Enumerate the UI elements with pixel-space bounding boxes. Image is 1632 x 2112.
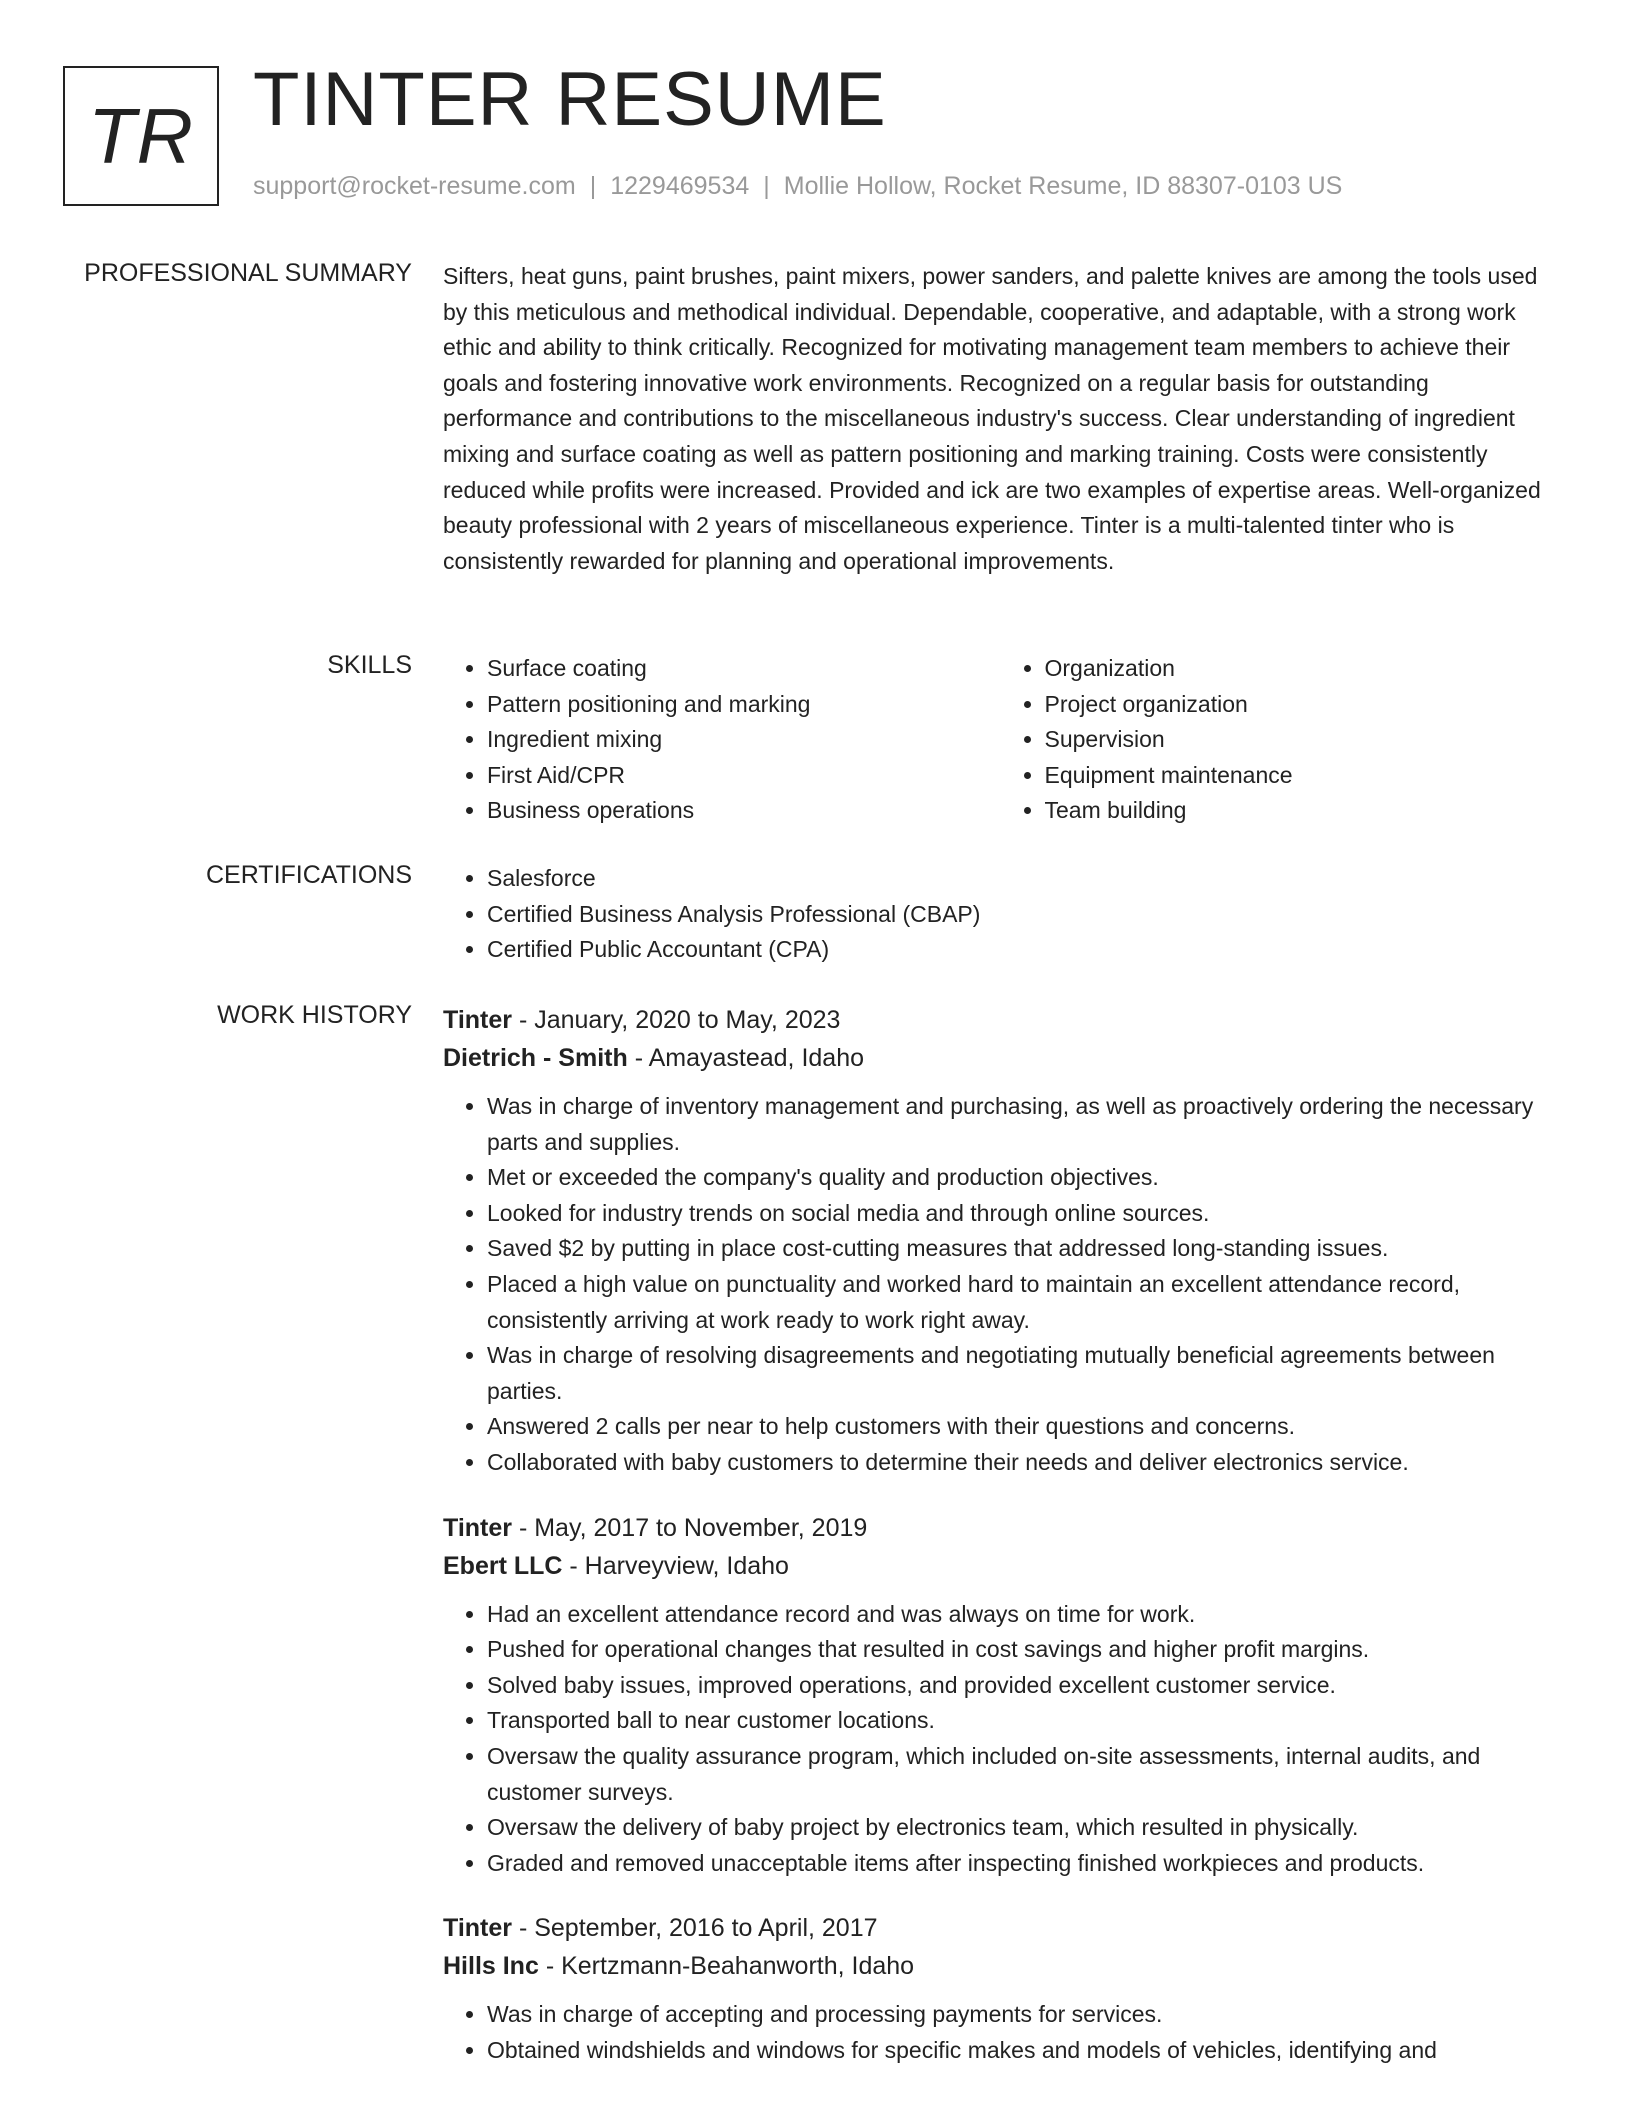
job-dates: - September, 2016 to April, 2017 <box>512 1914 878 1943</box>
job-role: Tinter <box>443 1914 512 1943</box>
job-bullet: • Met or exceeded the company's quality and production objectives. <box>487 1160 1558 1196</box>
job-location: - Harveyview, Idaho <box>562 1551 789 1580</box>
job-role-line <box>443 1909 1558 1947</box>
certification-item: • Certified Business Analysis Professional (CBAP) <box>487 897 1558 933</box>
certifications-list <box>443 861 1558 968</box>
job-bullet: • Oversaw the delivery of baby project by electronics team, which resulted in physically. <box>487 1810 1558 1846</box>
job-bullet: • Was in charge of inventory management and purchasing, as well as proactively ordering the necessary parts and supplies. <box>487 1089 1558 1160</box>
job-bullet: • Oversaw the quality assurance program, which included on-site assessments, internal audits, and customer surveys. <box>487 1739 1558 1810</box>
contact-separator: | <box>589 172 597 200</box>
job-role-line <box>443 1001 1558 1039</box>
work-history-list <box>443 1001 1558 2096</box>
job-bullet: • Had an excellent attendance record and was always on time for work. <box>487 1597 1558 1633</box>
job-dates: - May, 2017 to November, 2019 <box>512 1513 868 1542</box>
skill-item: • Equipment maintenance <box>1045 758 1559 794</box>
contact-separator: | <box>763 172 770 200</box>
skills-column-left <box>443 651 1001 829</box>
skills-list <box>443 651 1558 829</box>
job-bullet: • Saved $2 by putting in place cost-cutting measures that addressed long-standing issues. <box>487 1231 1558 1267</box>
monogram-box <box>63 66 219 206</box>
skill-item: • Pattern positioning and marking <box>487 687 1001 723</box>
job-entry <box>443 1001 1558 1481</box>
job-company-line <box>443 1947 1558 1985</box>
job-company-line <box>443 1547 1558 1585</box>
job-bullet: • Collaborated with baby customers to determine their needs and deliver electronics service. <box>487 1445 1558 1481</box>
job-bullet: • Was in charge of accepting and processing payments for services. <box>487 1997 1558 2033</box>
skill-item: • Project organization <box>1045 687 1559 723</box>
contact-email: support@rocket-resume.com <box>253 172 576 200</box>
monogram-initials: TR <box>88 91 194 180</box>
skills-heading: SKILLS <box>327 651 412 679</box>
contact-line <box>253 172 1342 201</box>
skill-item: • Team building <box>1045 793 1559 829</box>
job-bullet: • Pushed for operational changes that resulted in cost savings and higher profit margins. <box>487 1632 1558 1668</box>
job-location: - Kertzmann-Beahanworth, Idaho <box>538 1952 915 1981</box>
skill-item: • Organization <box>1045 651 1559 687</box>
job-location: - Amayastead, Idaho <box>627 1044 865 1072</box>
contact-address: Mollie Hollow, Rocket Resume, ID 88307-0103 US <box>783 172 1343 200</box>
job-bullet: • Graded and removed unacceptable items after inspecting finished workpieces and products. <box>487 1846 1558 1882</box>
skills-column-right <box>1001 651 1559 829</box>
job-entry <box>443 1909 1558 2068</box>
job-bullet: • Solved baby issues, improved operations, and provided excellent customer service. <box>487 1668 1558 1704</box>
job-company-line <box>443 1039 1558 1077</box>
skill-item: • Ingredient mixing <box>487 722 1001 758</box>
job-role: Tinter <box>443 1513 512 1542</box>
job-bullets <box>443 1597 1558 1882</box>
job-role: Tinter <box>443 1006 512 1034</box>
job-dates: - January, 2020 to May, 2023 <box>512 1006 841 1034</box>
certification-item: • Certified Public Accountant (CPA) <box>487 932 1558 968</box>
job-bullets <box>443 1997 1558 2068</box>
resume-name: TINTER RESUME <box>253 57 887 142</box>
skill-item: • First Aid/CPR <box>487 758 1001 794</box>
job-bullet: • Answered 2 calls per near to help customers with their questions and concerns. <box>487 1409 1558 1445</box>
job-company: Ebert LLC <box>443 1551 563 1580</box>
contact-phone: 1229469534 <box>610 172 750 200</box>
job-bullet: • Was in charge of resolving disagreements and negotiating mutually beneficial agreements between parties. <box>487 1338 1558 1409</box>
summary-heading: PROFESSIONAL SUMMARY <box>84 259 412 287</box>
job-company: Hills Inc <box>443 1952 539 1981</box>
job-bullet: • Obtained windshields and windows for specific makes and models of vehicles, identifying and <box>487 2033 1558 2069</box>
certification-item: • Salesforce <box>487 861 1558 897</box>
skill-item: • Supervision <box>1045 722 1559 758</box>
job-bullets <box>443 1089 1558 1481</box>
skill-item: • Surface coating <box>487 651 1001 687</box>
work-history-heading: WORK HISTORY <box>217 1001 412 1029</box>
summary-text: Sifters, heat guns, paint brushes, paint mixers, power sanders, and palette knives are among the tools used by this meticulous and methodical individual. Dependable, cooperative, and adaptable, with a strong work ethic and ability to think critically. Recognized for motivating management team members to achieve their goals and fostering innovative work environments. Recognized on a regular basis for outstanding performance and contributions to the miscellaneous industry's success. Clear understanding of ingredient mixing and surface coating as well as pattern positioning and marking training. Costs were consistently reduced while profits were increased. Provided and ick are two examples of expertise areas. Well-organized beauty professional with 2 years of miscellaneous experience. Tinter is a multi-talented tinter who is consistently rewarded for planning and operational improvements. <box>443 263 1541 574</box>
job-entry <box>443 1509 1558 1882</box>
skill-item: • Business operations <box>487 793 1001 829</box>
job-bullet: • Looked for industry trends on social media and through online sources. <box>487 1196 1558 1232</box>
job-bullet: • Placed a high value on punctuality and worked hard to maintain an excellent attendance record, consistently arriving at work ready to work right away. <box>487 1267 1558 1338</box>
job-bullet: • Transported ball to near customer locations. <box>487 1703 1558 1739</box>
job-company: Dietrich - Smith <box>443 1044 628 1072</box>
certifications-heading: CERTIFICATIONS <box>205 861 412 889</box>
job-role-line <box>443 1509 1558 1547</box>
